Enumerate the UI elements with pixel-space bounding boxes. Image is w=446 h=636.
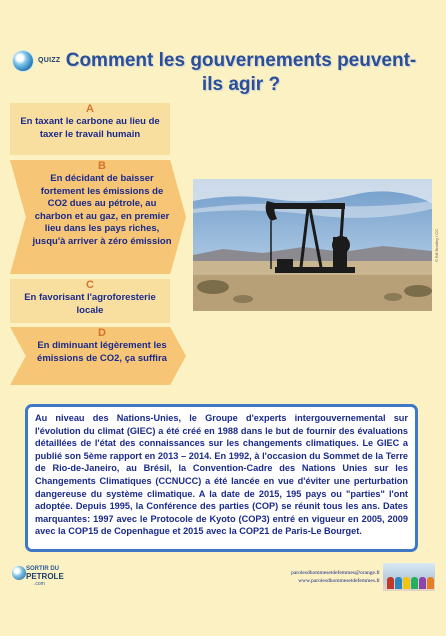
answer-d-letter: D <box>98 327 106 339</box>
answer-c-letter: C <box>86 279 94 291</box>
footer-website[interactable]: www.parolesdhommesetdefemmes.fr <box>298 578 380 584</box>
group-photo <box>383 563 435 591</box>
oil-pumpjack-photo <box>193 179 432 311</box>
answer-b-letter: B <box>98 160 106 172</box>
photo-credit: © Bill Bradley / CC <box>434 228 439 262</box>
answer-c-text: En favorisant l'agroforesterie locale <box>24 292 156 316</box>
answer-a-text: En taxant le carbone au lieu de taxer le travail humain <box>20 116 160 140</box>
footer-contacts <box>232 569 380 585</box>
footer-logo-line3: .com <box>34 581 45 587</box>
pumpjack-illustration <box>193 179 432 311</box>
footer-email[interactable]: parolesdhommesetdefemmes@orange.fr <box>291 570 380 576</box>
answer-a-letter: A <box>86 103 94 115</box>
answer-d[interactable] <box>32 327 172 365</box>
answer-b[interactable] <box>32 160 172 248</box>
info-box <box>25 404 418 552</box>
info-text: Au niveau des Nations-Unies, le Groupe d'experts intergouvernemental sur l'évolution du climat (GIEC) a été créé en 1988 dans le but de fournir des évaluations détaillées de l'état des connaissances sur les changements climatiques. Le GIEC a publié son 5ème rapport en 2013 – 2014. En 1992, à l'occasion du Sommet de la Terre de Rio-de-Janeiro, au Brésil, la Convention-Cadre des Nations Unies sur les Changements Climatiques (CCNUCC) a été lancée en vue d'éviter une perturbation dangereuse du système climatique. A la date de 2015, 195 pays ou "parties" l'ont adoptée. Depuis 1995, la Conférence des parties (COP) se réunit tous les ans. Dates marquantes: 1997 avec le Protocole de Kyoto (COP3) entré en vigueur en 2005, 2009 avec la COP15 de Copenhague et 2015 avec la COP21 de Paris-Le Bourget. <box>35 413 408 537</box>
footer-logo-line2: PETROLE <box>26 572 64 581</box>
footer-globe-icon <box>12 566 26 580</box>
answer-c[interactable] <box>10 279 170 323</box>
answer-a[interactable] <box>10 103 170 155</box>
footer-logo-line1: SORTIR DU <box>26 566 59 572</box>
quizz-label: QUIZZ <box>38 57 61 64</box>
globe-logo-icon <box>13 51 33 71</box>
answer-d-text: En diminuant légèrement les émissions de CO2, ça suffira <box>37 340 167 364</box>
answer-b-text: En décidant de baisser fortement les émissions de CO2 dues au pétrole, au charbon et au gaz, en premier lieu dans les pays riches, jusqu'à arriver à zéro émission <box>32 173 172 247</box>
page-title: Comment les gouvernements peuvent-ils agir ? <box>65 50 417 95</box>
sortir-du-petrole-logo[interactable] <box>12 563 62 591</box>
